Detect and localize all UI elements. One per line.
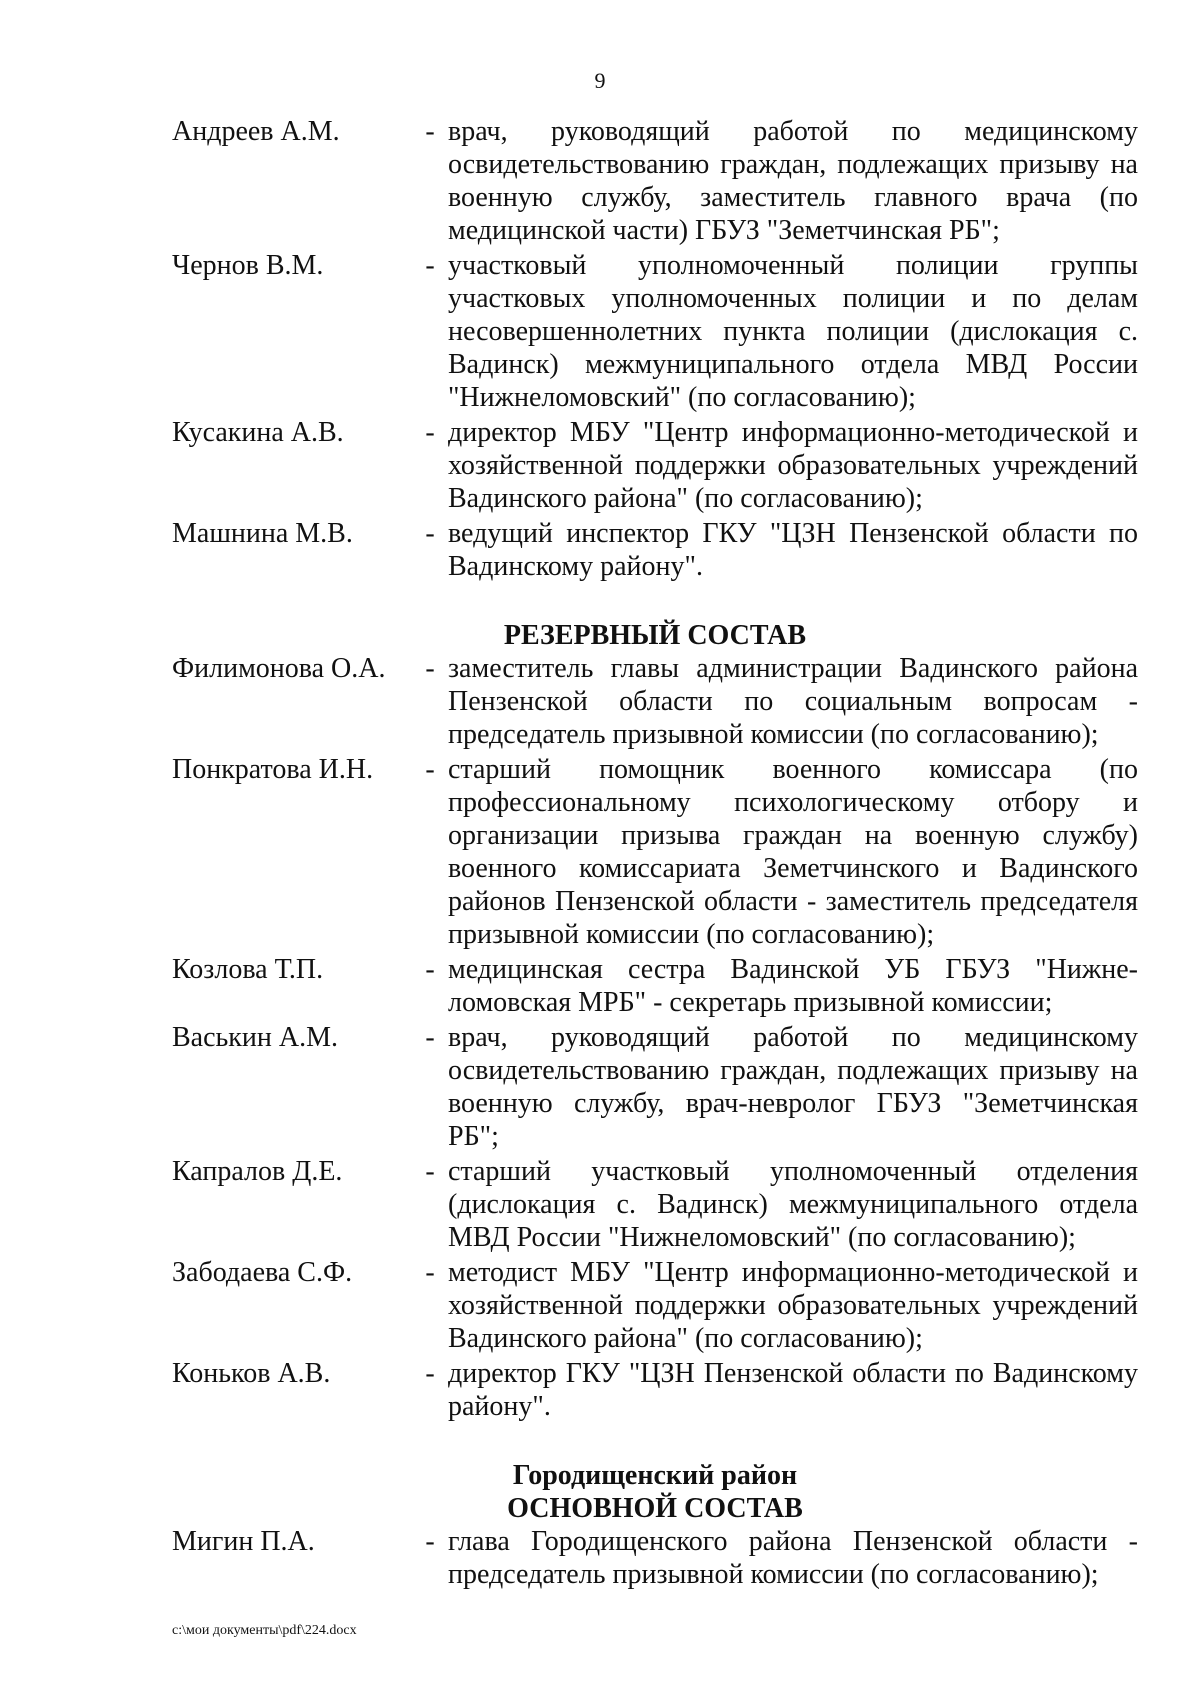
member-name: Кусакина А.В. xyxy=(172,417,344,448)
member-name: Филимонова О.А. xyxy=(172,653,386,684)
member-entry xyxy=(172,1256,1138,1355)
member-position: старший помощник военного комиссара (по профессиональному психологическому отбору и организации призыва граждан на военную службу) военного комиссариата Земетчинского и Вадинского районов Пензенской области - заместитель председателя призывной комиссии (по согласованию); xyxy=(448,754,1138,950)
commission-list xyxy=(172,115,1138,1593)
entry-dash: - xyxy=(425,417,435,448)
member-entry xyxy=(172,249,1138,414)
member-position: методист МБУ "Центр информационно-методической и хозяйственной поддержки образовательных учреждений Вадинского района" (по согласованию); xyxy=(448,1257,1138,1354)
entry-dash: - xyxy=(425,1022,435,1053)
section-heading-reserve: РЕЗЕРВНЫЙ СОСТАВ xyxy=(503,620,807,651)
footer-file-path: c:\мои документы\pdf\224.docx xyxy=(172,1623,357,1638)
member-position: глава Городищенского района Пензенской области - председатель призывной комиссии (по согласованию); xyxy=(448,1526,1138,1590)
member-entry xyxy=(172,953,1138,1019)
entry-dash: - xyxy=(425,1257,435,1288)
member-entry xyxy=(172,1357,1138,1423)
member-position: ведущий инспектор ГКУ "ЦЗН Пензенской области по Вадинскому району". xyxy=(448,518,1138,582)
entry-dash: - xyxy=(425,518,435,549)
member-position: заместитель главы администрации Вадинского района Пензенской области по социальным вопросам - председатель призывной комиссии (по согласованию); xyxy=(448,653,1138,750)
entry-dash: - xyxy=(425,754,435,785)
member-position: директор МБУ "Центр информационно-методической и хозяйственной поддержки образовательных учреждений Вадинского района" (по согласованию); xyxy=(448,417,1138,514)
member-entry xyxy=(172,1021,1138,1153)
member-name: Коньков А.В. xyxy=(172,1358,331,1389)
member-entry xyxy=(172,753,1138,951)
entry-dash: - xyxy=(425,1156,435,1187)
member-position: директор ГКУ "ЦЗН Пензенской области по Вадинскому району". xyxy=(448,1358,1138,1422)
entry-dash: - xyxy=(425,653,435,684)
member-name: Васькин А.М. xyxy=(172,1022,338,1053)
member-name: Андреев А.М. xyxy=(172,116,340,147)
member-name: Мигин П.А. xyxy=(172,1526,315,1557)
member-name: Чернов В.М. xyxy=(172,250,324,281)
entry-dash: - xyxy=(425,250,435,281)
entry-dash: - xyxy=(425,1526,435,1557)
page-number: 9 xyxy=(594,68,606,93)
member-name: Машнина М.В. xyxy=(172,518,353,549)
member-entry xyxy=(172,652,1138,751)
district-heading: Городищенский район xyxy=(512,1460,798,1491)
member-entry xyxy=(172,416,1138,515)
member-name: Капралов Д.Е. xyxy=(172,1156,343,1187)
entry-dash: - xyxy=(425,116,435,147)
member-entry xyxy=(172,1525,1138,1591)
member-entry xyxy=(172,1155,1138,1254)
member-name: Забодаева С.Ф. xyxy=(172,1257,353,1288)
member-position: медицинская сестра Вадинской УБ ГБУЗ "Нижне-ломовская МРБ" - секретарь призывной комиссии; xyxy=(448,954,1138,1018)
entry-dash: - xyxy=(425,1358,435,1389)
member-position: старший участковый уполномоченный отделения (дислокация с. Вадинск) межмуниципального отдела МВД России "Нижнеломовский" (по согласованию); xyxy=(448,1156,1138,1253)
member-entry xyxy=(172,517,1138,583)
member-position: врач, руководящий работой по медицинскому освидетельствованию граждан, подлежащих призыву на военную службу, заместитель главного врача (по медицинской части) ГБУЗ "Земетчинская РБ"; xyxy=(448,116,1138,246)
section-heading-main: ОСНОВНОЙ СОСТАВ xyxy=(507,1493,803,1524)
member-name: Козлова Т.П. xyxy=(172,954,324,985)
member-position: врач, руководящий работой по медицинскому освидетельствованию граждан, подлежащих призыву на военную службу, врач-невролог ГБУЗ "Земетчинская РБ"; xyxy=(448,1022,1138,1152)
member-name: Понкратова И.Н. xyxy=(172,754,374,785)
entry-dash: - xyxy=(425,954,435,985)
member-position: участковый уполномоченный полиции группы участковых уполномоченных полиции и по делам несовершеннолетних пункта полиции (дислокация с. Вадинск) межмуниципального отдела МВД России "Нижнеломовский" (по согласованию); xyxy=(448,250,1138,413)
member-entry xyxy=(172,115,1138,247)
